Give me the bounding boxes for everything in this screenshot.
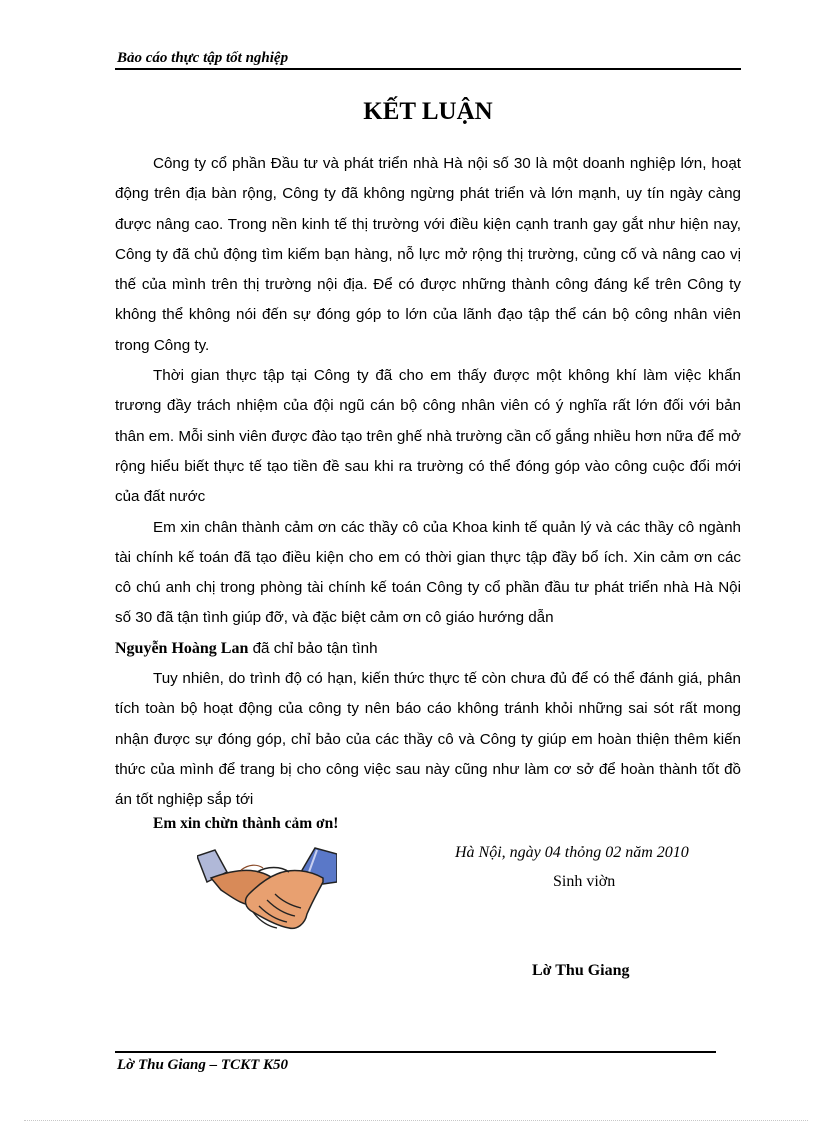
paragraph-3-text: Em xin chân thành cảm ơn các thầy cô của Khoa kinh tế quản lý và các thầy cô ngành tài chính kế toán đã tạo điều kiện cho em có thời gian thực tập đầy bổ ích. Xin cảm ơn các cô chú anh chị trong phòng tài chính kế toán Công ty cổ phần đầu tư phát triển nhà Hà Nội số 30 đã tận tình giúp đỡ, và đặc biệt cảm ơn cô giáo hướng dẫn	[115, 518, 741, 627]
signer-name: Lờ Thu Giang	[532, 962, 630, 979]
date-line: Hà Nội, ngày 04 thỏng 02 năm 2010	[455, 844, 689, 861]
paragraph-4: Tuy nhiên, do trình độ có hạn, kiến thức thực tế còn chưa đủ để có thể đánh giá, phân tích toàn bộ hoạt động của công ty nên báo cáo không tránh khỏi những sai sót rất mong nhận được sự đóng góp, chỉ bảo của các thầy cô và Công ty giúp em hoàn thiện thêm kiến thức của mình để trang bị cho công việc sau này cũng như làm cơ sở để hoàn thành tốt đồ án tốt nghiệp sắp tới	[115, 670, 741, 809]
document-body	[115, 149, 741, 816]
page-edge-dots	[24, 1120, 808, 1121]
footer-divider	[115, 1051, 716, 1053]
advisor-name: Nguyễn Hoàng Lan	[115, 639, 249, 657]
page-title: KẾT LUẬN	[363, 98, 493, 125]
paragraph-3	[115, 513, 741, 664]
header-divider	[115, 68, 741, 70]
paragraph-3-tail: đã chỉ bảo tận tình	[248, 639, 378, 657]
paragraph-2: Thời gian thực tập tại Công ty đã cho em thấy được một không khí làm việc khẩn trương đầy trách nhiệm của đội ngũ cán bộ công nhân viên có ý nghĩa rất lớn đối với bản thân em. Mỗi sinh viên được đào tạo trên ghế nhà trường cần cố gắng nhiều hơn nữa để mở rộng hiểu biết thực tế tạo tiền đề sau khi ra trường có thể đóng góp vào công cuộc đổi mới của đất nước	[115, 367, 741, 506]
role-label: Sinh viờn	[553, 873, 616, 890]
paragraph-1: Công ty cổ phần Đầu tư và phát triển nhà Hà nội số 30 là một doanh nghiệp lớn, hoạt động trên địa bàn rộng, Công ty đã không ngừng phát triển và lớn mạnh, uy tín ngày càng được nâng cao. Trong nền kinh tế thị trường với điều kiện cạnh tranh gay gắt như hiện nay, Công ty đã chủ động tìm kiếm bạn hàng, nỗ lực mở rộng thị trường, củng cố và nâng cao vị thế của mình trên thị trường nội địa. Để có được những thành công đáng kể trên Công ty không thể không nói đến sự đóng góp to lớn của lãnh đạo tập thể cán bộ công nhân viên trong Công ty.	[115, 155, 741, 354]
page-header: Bảo cáo thực tập tốt nghiệp	[117, 50, 289, 66]
handshake-icon	[197, 842, 337, 938]
thanks-line: Em xin chừn thành cảm ơn!	[153, 815, 339, 832]
page-footer: Lờ Thu Giang – TCKT K50	[117, 1057, 288, 1073]
